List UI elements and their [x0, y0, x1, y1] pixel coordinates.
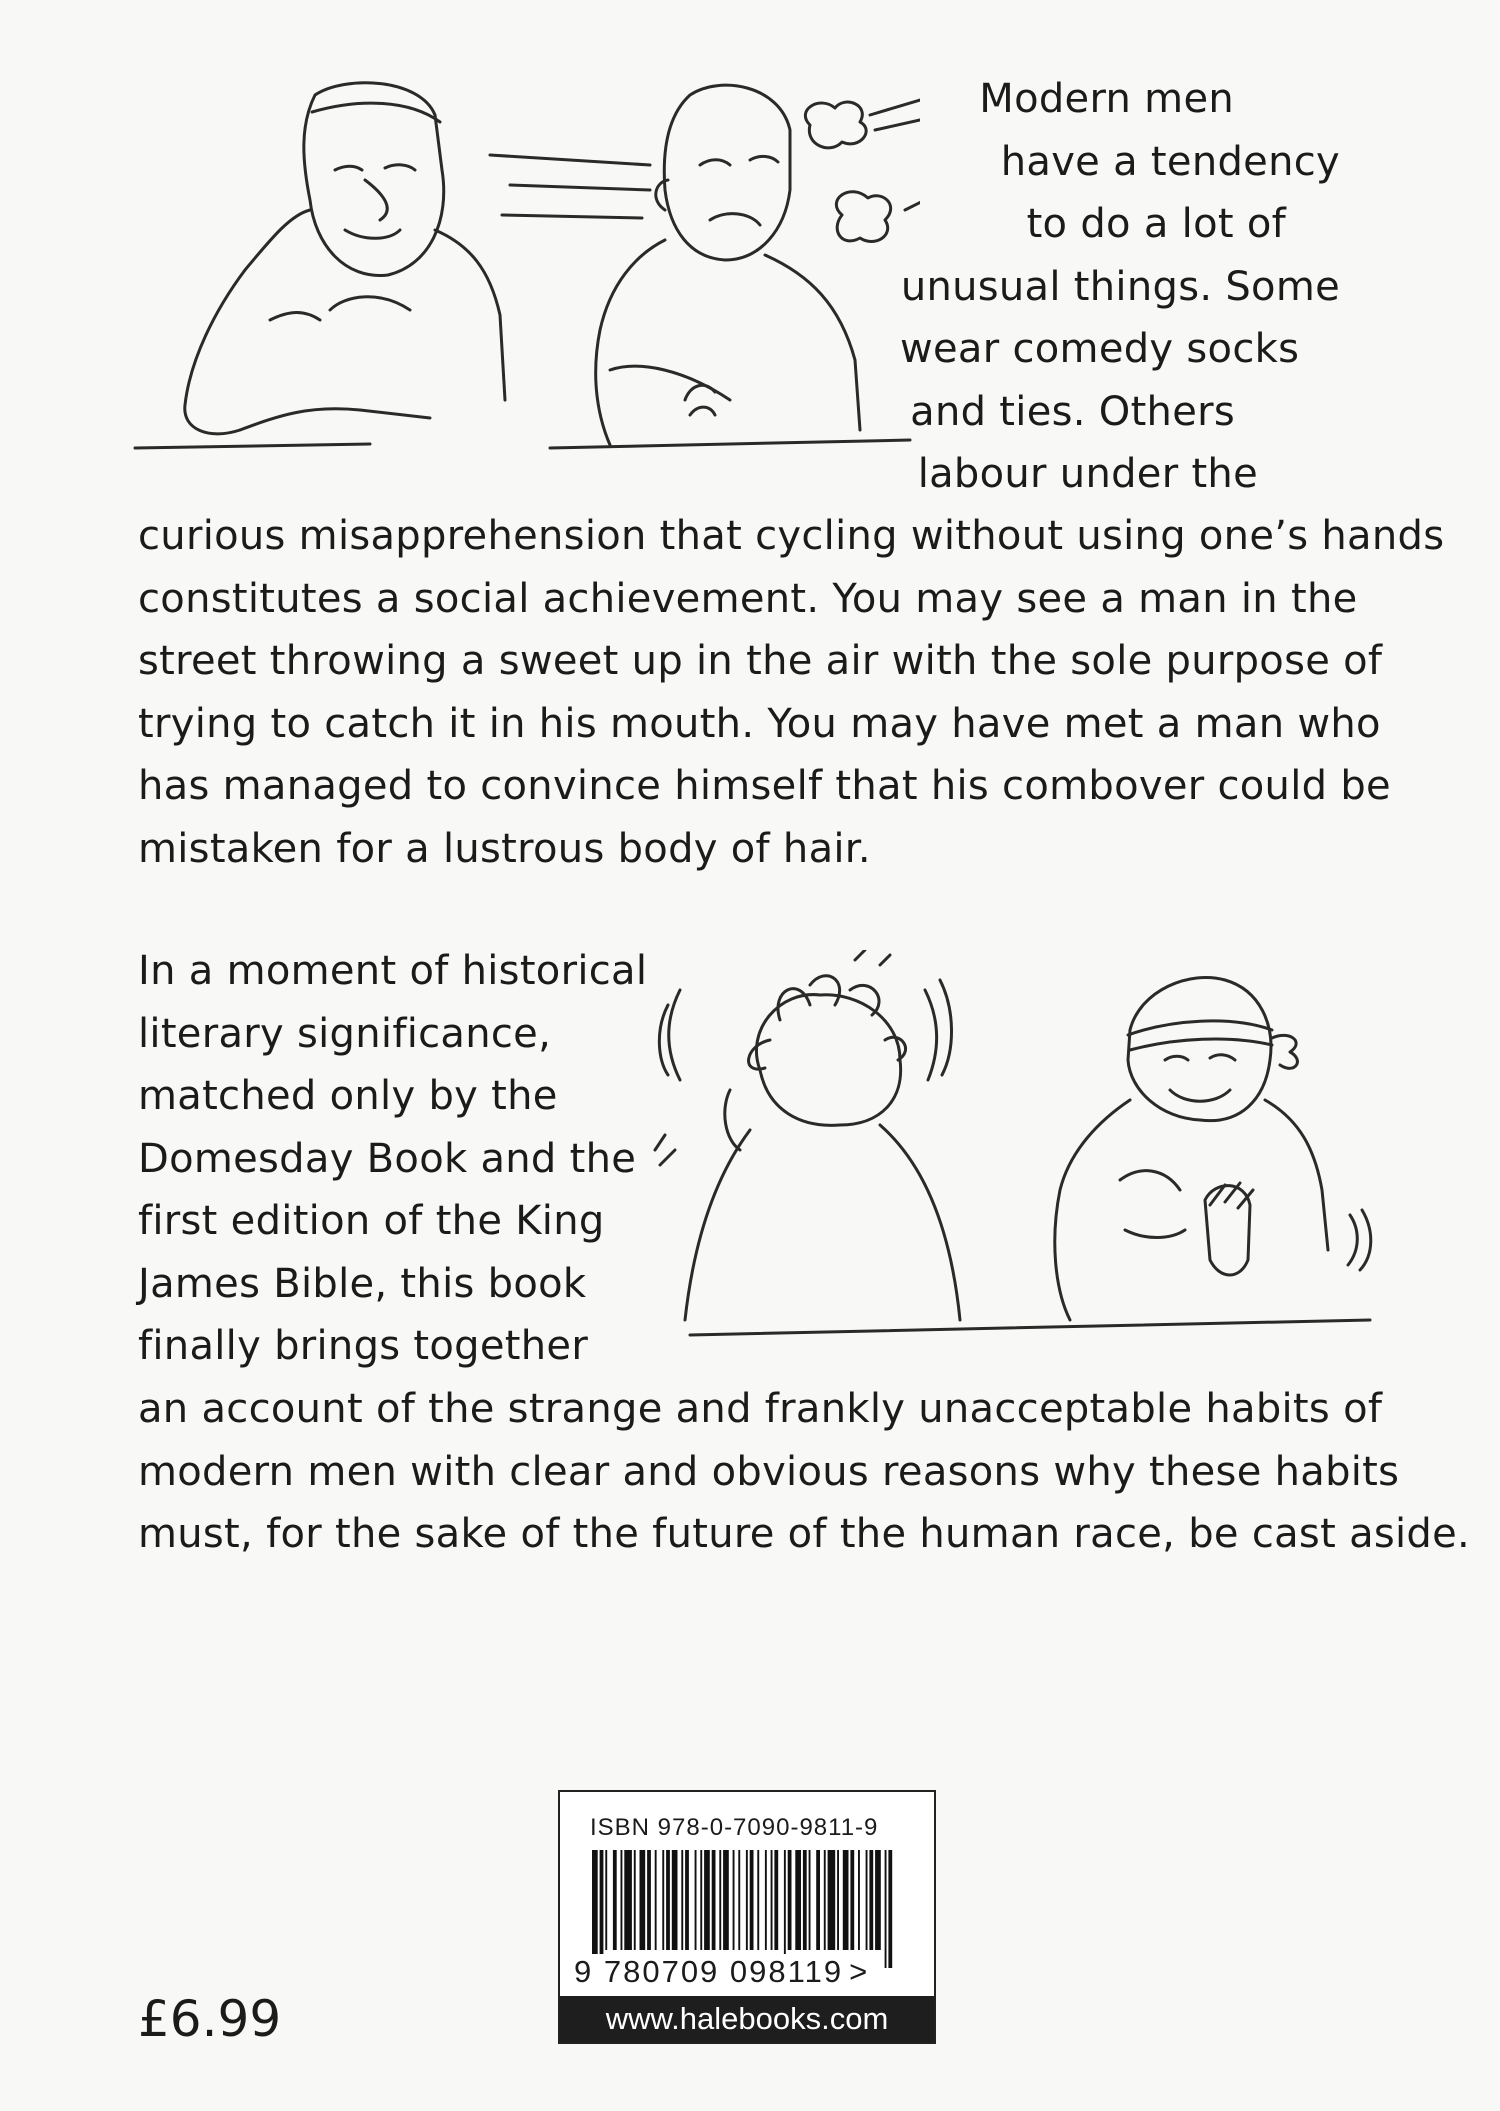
barcode-bar — [655, 1850, 657, 1950]
barcode-bar — [624, 1850, 632, 1950]
paragraph-2-top-lines — [138, 940, 647, 1378]
barcode-bars — [588, 1850, 898, 1968]
barcode-bar — [809, 1850, 811, 1950]
barcode-bar — [733, 1850, 735, 1950]
paragraph-1-top-lines — [900, 68, 1340, 506]
barcode-bar — [828, 1850, 836, 1950]
barcode-bar — [816, 1850, 820, 1950]
text-line: literary significance, — [138, 1010, 552, 1057]
text-line: Modern men — [979, 76, 1234, 122]
barcode-bar — [837, 1850, 839, 1950]
barcode-bar — [592, 1850, 598, 1968]
isbn-label: ISBN 978-0-7090-9811-9 — [590, 1814, 879, 1841]
isbn-barcode — [558, 1790, 936, 2044]
barcode-bar — [858, 1850, 860, 1950]
barcode-bar — [738, 1850, 740, 1950]
barcode-bar — [888, 1850, 892, 1968]
barcode-bar — [704, 1850, 710, 1950]
text-line: unusual things. Some — [900, 263, 1340, 310]
barcode-bar — [824, 1850, 826, 1950]
barcode-bar — [750, 1850, 754, 1950]
barcode-bar — [765, 1850, 767, 1950]
text-line: first edition of the King — [138, 1198, 605, 1244]
barcode-bar — [771, 1850, 773, 1950]
paragraph-1-body — [138, 505, 1444, 880]
two-men-at-bar-illustration — [130, 70, 920, 470]
barcode-digits — [574, 1954, 869, 1990]
text-line: finally brings together — [138, 1323, 589, 1369]
barcode-bar — [850, 1850, 854, 1950]
text-line: an account of the strange and frankly unacceptable habits of — [138, 1386, 1383, 1432]
text-line: constitutes a social achievement. You may see a man in the — [138, 575, 1358, 622]
barcode-bar — [784, 1850, 786, 1968]
text-line: curious misapprehension that cycling without using one’s hands — [138, 513, 1445, 559]
text-line: trying to catch it in his mouth. You may have met a man who — [138, 700, 1381, 747]
barcode-bar — [695, 1850, 697, 1950]
man-with-ribbon-hair-and-man-with-headband-illustration — [650, 950, 1380, 1340]
barcode-bar — [843, 1850, 849, 1950]
text-line: to do a lot of — [1026, 201, 1286, 247]
text-line: street throwing a sweet up in the air with the sole purpose of — [138, 638, 1383, 684]
text-line: wear comedy socks — [900, 326, 1300, 372]
text-line: modern men with clear and obvious reasons why these habits — [138, 1448, 1400, 1495]
barcode-bar — [788, 1850, 792, 1950]
paragraph-2-body — [138, 1378, 1470, 1566]
barcode-bar — [634, 1850, 636, 1950]
text-line: In a moment of historical — [138, 948, 648, 994]
barcode-bar — [746, 1850, 748, 1950]
barcode-bar — [866, 1850, 868, 1950]
barcode-bar — [774, 1850, 778, 1950]
barcode-bar — [795, 1850, 801, 1950]
publisher-url: www.halebooks.com — [560, 1996, 934, 2042]
barcode-bar — [685, 1850, 689, 1950]
barcode-bar — [700, 1850, 702, 1950]
text-line: has managed to convince himself that his combover could be — [138, 763, 1391, 809]
barcode-bar — [621, 1850, 623, 1950]
barcode-bar — [681, 1850, 683, 1950]
barcode-bar — [672, 1850, 678, 1950]
barcode-bar — [640, 1850, 646, 1950]
text-line: and ties. Others — [910, 388, 1235, 435]
text-line: James Bible, this book — [138, 1260, 587, 1307]
barcode-bar — [613, 1850, 617, 1950]
barcode-bar — [869, 1850, 873, 1950]
barcode-bar — [712, 1850, 716, 1950]
text-line: Domesday Book and the — [138, 1135, 637, 1182]
price: £6.99 — [138, 1990, 282, 2048]
barcode-bar — [662, 1850, 664, 1950]
barcode-bar — [875, 1850, 881, 1950]
barcode-bar — [803, 1850, 807, 1950]
barcode-arrow: > — [849, 1954, 870, 1989]
barcode-bar — [600, 1850, 604, 1968]
barcode-bar — [723, 1850, 729, 1950]
barcode-bar — [605, 1850, 607, 1950]
barcode-bar — [666, 1850, 670, 1950]
text-line: must, for the sake of the future of the human race, be cast aside. — [138, 1511, 1471, 1557]
text-line: have a tendency — [1000, 138, 1340, 185]
barcode-bar — [757, 1850, 759, 1950]
text-line: labour under the — [917, 451, 1258, 497]
barcode-bar — [885, 1850, 887, 1968]
barcode-number: 9 780709 098119 — [574, 1954, 844, 1989]
barcode-bar — [647, 1850, 651, 1950]
text-line: matched only by the — [138, 1073, 558, 1119]
text-line: mistaken for a lustrous body of hair. — [138, 825, 871, 872]
barcode-bar — [719, 1850, 721, 1950]
